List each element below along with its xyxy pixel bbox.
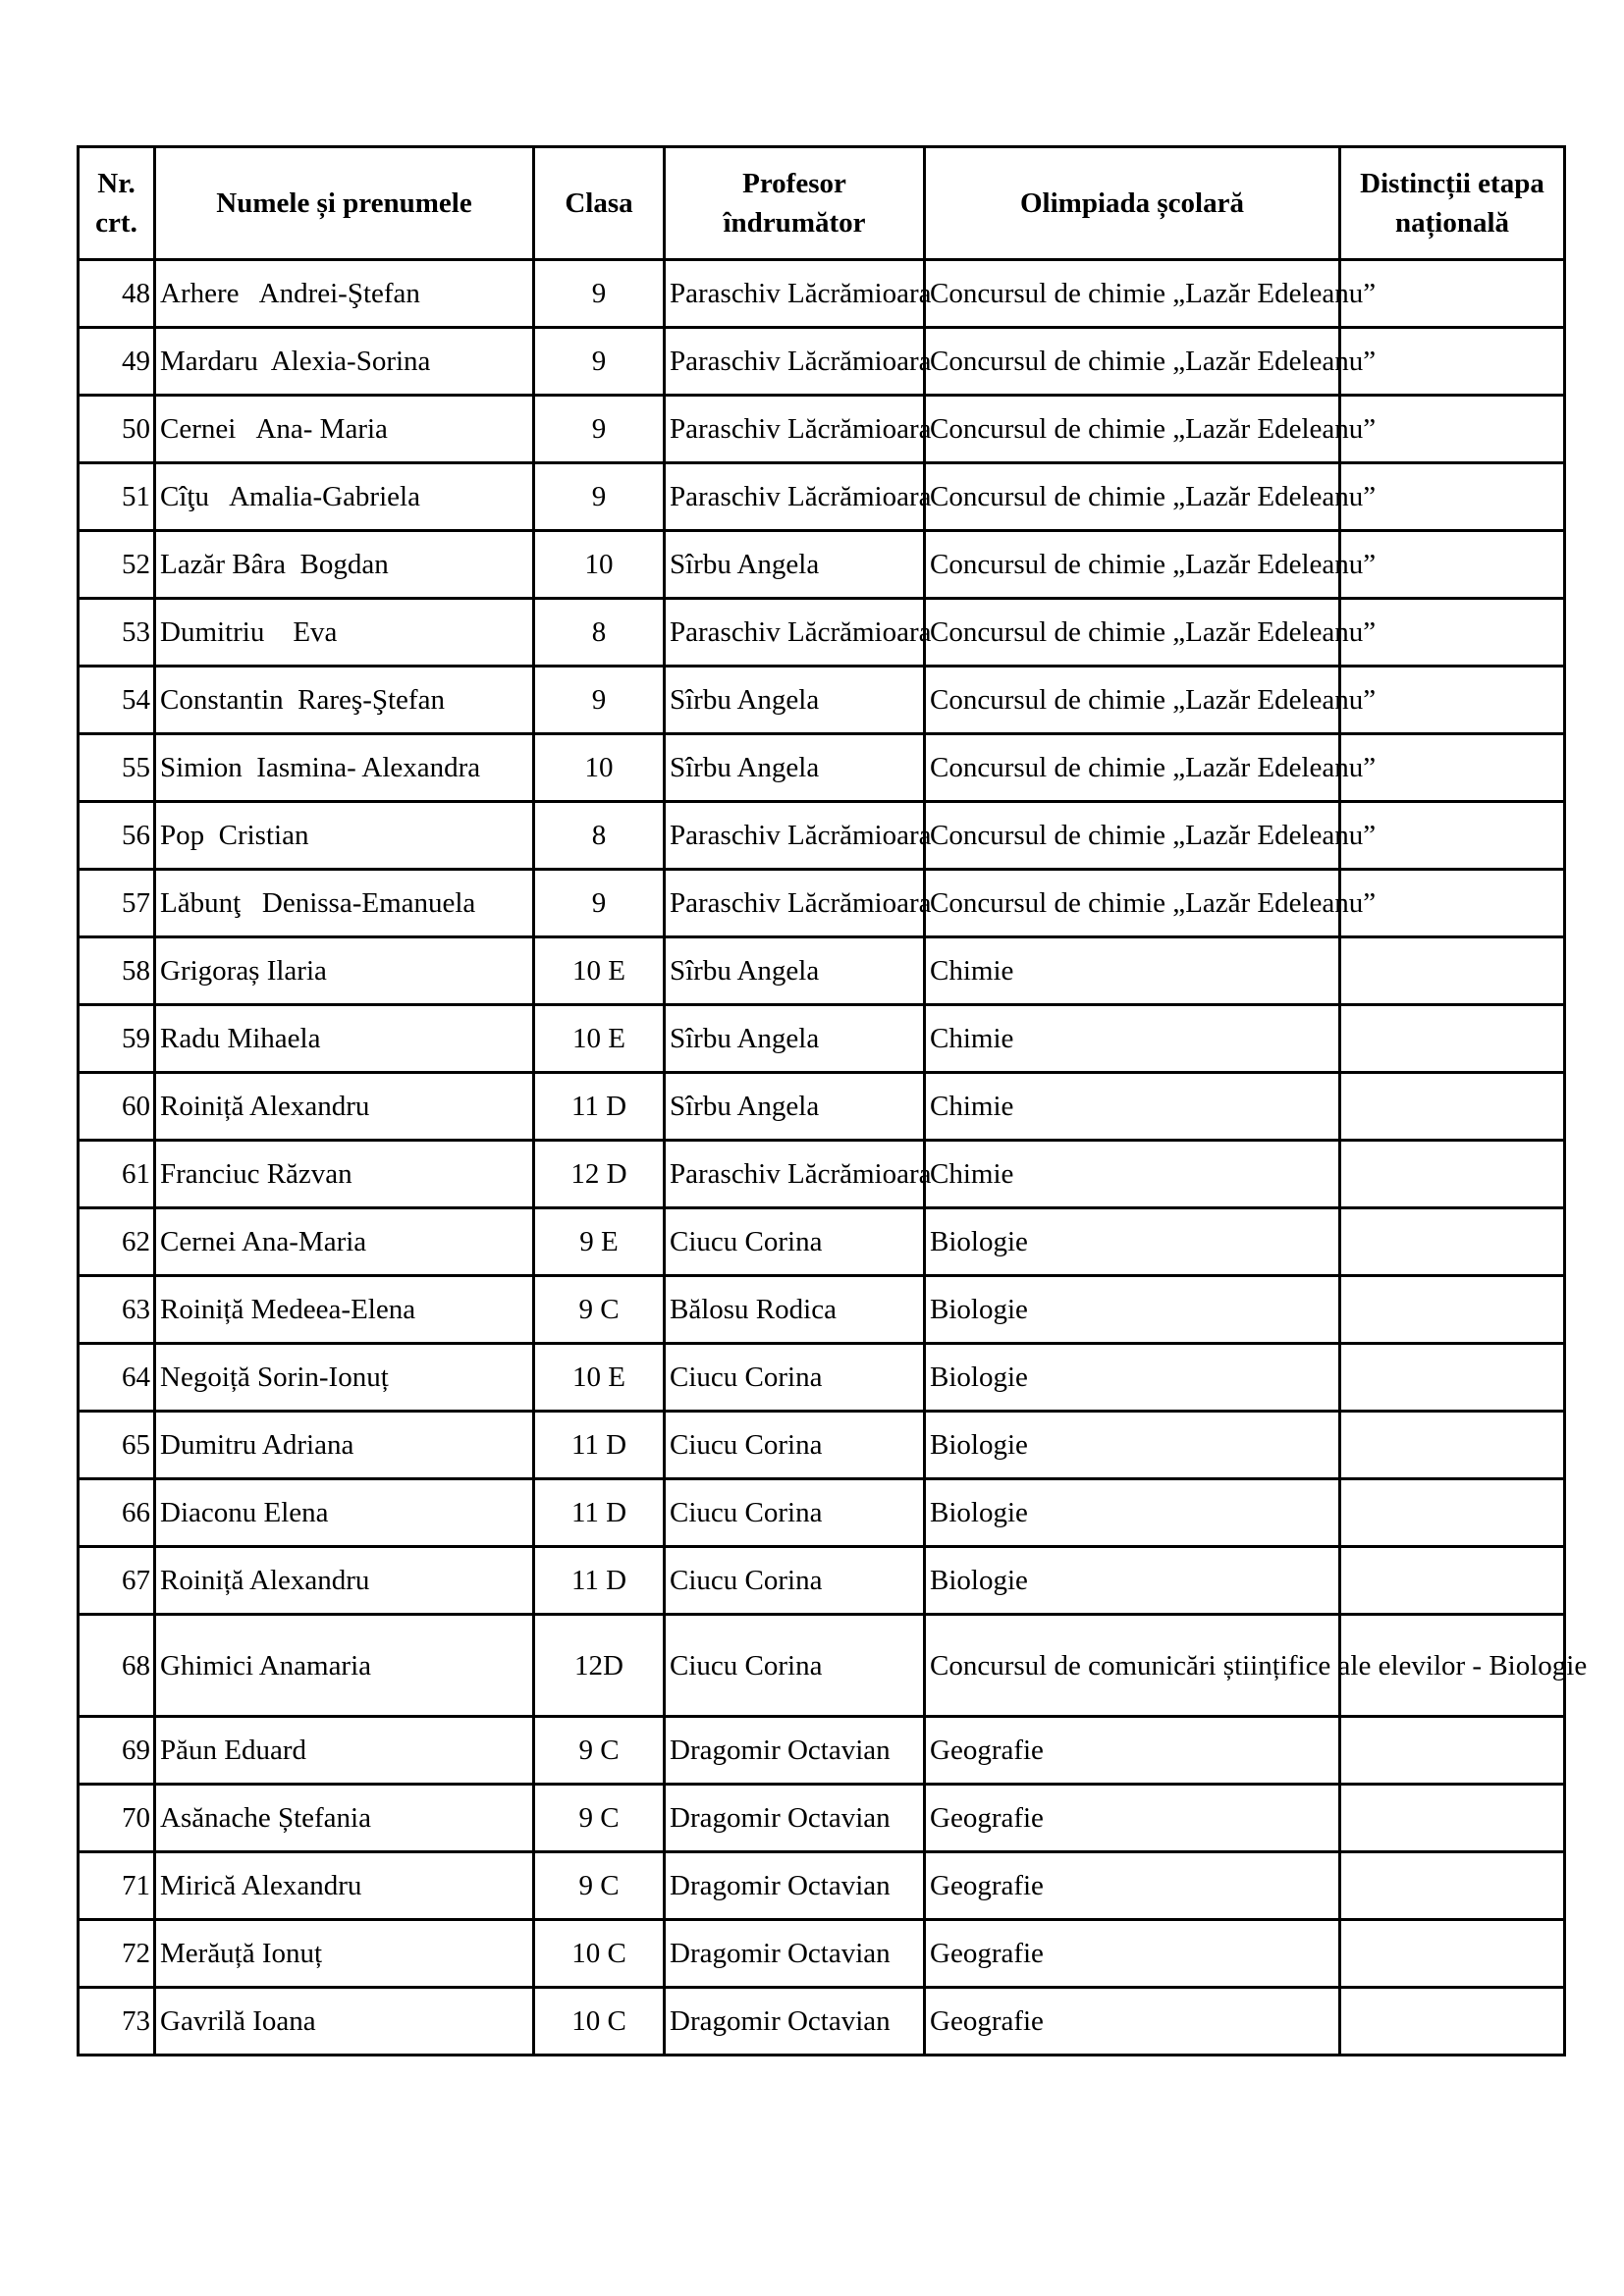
header-clasa: Clasa: [534, 147, 665, 260]
cell-nr: 60: [79, 1073, 155, 1141]
cell-clasa: 8: [534, 599, 665, 667]
cell-clasa: 11 D: [534, 1073, 665, 1141]
table-row: [79, 1785, 1565, 1852]
cell-nr: 67: [79, 1547, 155, 1615]
cell-clasa: 11 D: [534, 1547, 665, 1615]
cell-nr: 50: [79, 396, 155, 463]
cell-olimpiada: Biologie: [925, 1208, 1340, 1276]
header-profesor: Profesor îndrumător: [665, 147, 925, 260]
cell-profesor: Sîrbu Angela: [665, 531, 925, 599]
cell-nume: Franciuc Răzvan: [155, 1141, 534, 1208]
cell-clasa: 9 C: [534, 1717, 665, 1785]
header-row: [79, 147, 1565, 260]
table-row: [79, 1479, 1565, 1547]
cell-nume: Merăuță Ionuț: [155, 1920, 534, 1988]
cell-nume: Dumitru Adriana: [155, 1412, 534, 1479]
cell-olimpiada: Geografie: [925, 1785, 1340, 1852]
cell-nr: 71: [79, 1852, 155, 1920]
cell-distinctii: [1340, 1412, 1565, 1479]
cell-distinctii: [1340, 1141, 1565, 1208]
cell-olimpiada: Geografie: [925, 1988, 1340, 2056]
cell-distinctii: [1340, 1920, 1565, 1988]
table-row: [79, 667, 1565, 734]
cell-olimpiada: Concursul de chimie „Lazăr Edeleanu”: [925, 802, 1340, 870]
cell-profesor: Paraschiv Lăcrămioara: [665, 463, 925, 531]
cell-olimpiada: Chimie: [925, 937, 1340, 1005]
cell-olimpiada: Concursul de chimie „Lazăr Edeleanu”: [925, 531, 1340, 599]
table-row: [79, 396, 1565, 463]
cell-profesor: Paraschiv Lăcrămioara: [665, 260, 925, 328]
table-row: [79, 599, 1565, 667]
cell-profesor: Sîrbu Angela: [665, 1073, 925, 1141]
cell-nr: 72: [79, 1920, 155, 1988]
cell-nume: Negoiță Sorin-Ionuț: [155, 1344, 534, 1412]
cell-olimpiada: Geografie: [925, 1920, 1340, 1988]
cell-nume: Cernei Ana- Maria: [155, 396, 534, 463]
cell-nume: Cîţu Amalia-Gabriela: [155, 463, 534, 531]
cell-nr: 55: [79, 734, 155, 802]
cell-distinctii: [1340, 1988, 1565, 2056]
cell-clasa: 9 E: [534, 1208, 665, 1276]
cell-clasa: 9 C: [534, 1852, 665, 1920]
cell-olimpiada: Biologie: [925, 1276, 1340, 1344]
cell-nume: Mirică Alexandru: [155, 1852, 534, 1920]
cell-nr: 58: [79, 937, 155, 1005]
cell-olimpiada: Biologie: [925, 1344, 1340, 1412]
table-row: [79, 1344, 1565, 1412]
table-row: [79, 1988, 1565, 2056]
cell-nume: Constantin Rareş-Ştefan: [155, 667, 534, 734]
cell-clasa: 8: [534, 802, 665, 870]
cell-nume: Pop Cristian: [155, 802, 534, 870]
cell-distinctii: [1340, 1547, 1565, 1615]
cell-nume: Lăbunţ Denissa-Emanuela: [155, 870, 534, 937]
cell-nr: 54: [79, 667, 155, 734]
cell-nume: Păun Eduard: [155, 1717, 534, 1785]
cell-distinctii: [1340, 1276, 1565, 1344]
cell-profesor: Paraschiv Lăcrămioara: [665, 802, 925, 870]
cell-profesor: Sîrbu Angela: [665, 667, 925, 734]
cell-olimpiada: Concursul de chimie „Lazăr Edeleanu”: [925, 734, 1340, 802]
cell-clasa: 9: [534, 396, 665, 463]
cell-profesor: Paraschiv Lăcrămioara: [665, 396, 925, 463]
cell-olimpiada: Biologie: [925, 1412, 1340, 1479]
cell-nr: 51: [79, 463, 155, 531]
cell-nr: 65: [79, 1412, 155, 1479]
cell-nr: 56: [79, 802, 155, 870]
cell-clasa: 11 D: [534, 1479, 665, 1547]
cell-nume: Roiniță Alexandru: [155, 1547, 534, 1615]
cell-nr: 61: [79, 1141, 155, 1208]
cell-clasa: 10 C: [534, 1988, 665, 2056]
cell-olimpiada: Concursul de chimie „Lazăr Edeleanu”: [925, 870, 1340, 937]
cell-olimpiada: Biologie: [925, 1547, 1340, 1615]
cell-nr: 69: [79, 1717, 155, 1785]
cell-nr: 68: [79, 1615, 155, 1717]
cell-olimpiada: Concursul de chimie „Lazăr Edeleanu”: [925, 328, 1340, 396]
cell-clasa: 12 D: [534, 1141, 665, 1208]
table-body: [79, 260, 1588, 2056]
cell-nume: Roiniță Medeea-Elena: [155, 1276, 534, 1344]
cell-nume: Lazăr Bâra Bogdan: [155, 531, 534, 599]
cell-profesor: Paraschiv Lăcrămioara: [665, 599, 925, 667]
table-row: [79, 463, 1565, 531]
table-row: [79, 1005, 1565, 1073]
cell-nr: 64: [79, 1344, 155, 1412]
table-row: [79, 1717, 1565, 1785]
cell-distinctii: [1340, 1208, 1565, 1276]
cell-profesor: Dragomir Octavian: [665, 1785, 925, 1852]
cell-nume: Radu Mihaela: [155, 1005, 534, 1073]
cell-olimpiada: Concursul de chimie „Lazăr Edeleanu”: [925, 396, 1340, 463]
cell-nume: Diaconu Elena: [155, 1479, 534, 1547]
cell-nr: 73: [79, 1988, 155, 2056]
cell-olimpiada: Concursul de chimie „Lazăr Edeleanu”: [925, 599, 1340, 667]
cell-nr: 62: [79, 1208, 155, 1276]
cell-distinctii: [1340, 1852, 1565, 1920]
cell-nume: Asănache Ștefania: [155, 1785, 534, 1852]
cell-distinctii: [1340, 1479, 1565, 1547]
header-olimpiada: Olimpiada școlară: [925, 147, 1340, 260]
cell-clasa: 10 E: [534, 1005, 665, 1073]
table-row: [79, 1920, 1565, 1988]
cell-clasa: 9 C: [534, 1785, 665, 1852]
cell-clasa: 10 E: [534, 937, 665, 1005]
cell-nume: Dumitriu Eva: [155, 599, 534, 667]
cell-nr: 53: [79, 599, 155, 667]
header-nr: Nr. crt.: [79, 147, 155, 260]
table-row: [79, 1615, 1565, 1717]
table-row: [79, 1276, 1565, 1344]
cell-nume: Cernei Ana-Maria: [155, 1208, 534, 1276]
cell-profesor: Ciucu Corina: [665, 1412, 925, 1479]
cell-nr: 70: [79, 1785, 155, 1852]
cell-nume: Arhere Andrei-Ştefan: [155, 260, 534, 328]
cell-clasa: 10 E: [534, 1344, 665, 1412]
cell-olimpiada: Geografie: [925, 1852, 1340, 1920]
cell-olimpiada: Chimie: [925, 1073, 1340, 1141]
cell-profesor: Ciucu Corina: [665, 1547, 925, 1615]
cell-profesor: Paraschiv Lăcrămioara: [665, 870, 925, 937]
header-nume: Numele și prenumele: [155, 147, 534, 260]
table-row: [79, 328, 1565, 396]
cell-profesor: Ciucu Corina: [665, 1479, 925, 1547]
table-row: [79, 870, 1565, 937]
table-row: [79, 1208, 1565, 1276]
results-table: [77, 145, 1588, 2056]
table-row: [79, 260, 1565, 328]
cell-clasa: 9: [534, 328, 665, 396]
cell-distinctii: [1340, 1717, 1565, 1785]
cell-clasa: 10: [534, 531, 665, 599]
cell-profesor: Paraschiv Lăcrămioara: [665, 328, 925, 396]
cell-olimpiada: Concursul de comunicări științifice ale elevilor - Biologie: [925, 1615, 1340, 1717]
cell-clasa: 11 D: [534, 1412, 665, 1479]
cell-nume: Gavrilă Ioana: [155, 1988, 534, 2056]
cell-clasa: 9 C: [534, 1276, 665, 1344]
table-row: [79, 1547, 1565, 1615]
table-row: [79, 1141, 1565, 1208]
cell-nr: 57: [79, 870, 155, 937]
cell-olimpiada: Geografie: [925, 1717, 1340, 1785]
cell-nr: 59: [79, 1005, 155, 1073]
cell-profesor: Sîrbu Angela: [665, 734, 925, 802]
cell-clasa: 9: [534, 260, 665, 328]
cell-clasa: 9: [534, 870, 665, 937]
cell-olimpiada: Concursul de chimie „Lazăr Edeleanu”: [925, 260, 1340, 328]
cell-nume: Grigoraș Ilaria: [155, 937, 534, 1005]
cell-distinctii: [1340, 1785, 1565, 1852]
cell-olimpiada: Concursul de chimie „Lazăr Edeleanu”: [925, 463, 1340, 531]
cell-nr: 66: [79, 1479, 155, 1547]
cell-clasa: 9: [534, 667, 665, 734]
cell-distinctii: [1340, 1344, 1565, 1412]
cell-profesor: Dragomir Octavian: [665, 1988, 925, 2056]
table-row: [79, 1073, 1565, 1141]
table-row: [79, 937, 1565, 1005]
table-row: [79, 531, 1565, 599]
table-row: [79, 1852, 1565, 1920]
cell-profesor: Ciucu Corina: [665, 1208, 925, 1276]
cell-olimpiada: Chimie: [925, 1141, 1340, 1208]
cell-nr: 63: [79, 1276, 155, 1344]
cell-profesor: Bălosu Rodica: [665, 1276, 925, 1344]
cell-clasa: 10 C: [534, 1920, 665, 1988]
cell-distinctii: [1340, 1073, 1565, 1141]
cell-profesor: Paraschiv Lăcrămioara: [665, 1141, 925, 1208]
cell-distinctii: [1340, 1005, 1565, 1073]
cell-nr: 49: [79, 328, 155, 396]
cell-profesor: Sîrbu Angela: [665, 937, 925, 1005]
table-row: [79, 1412, 1565, 1479]
cell-olimpiada: Concursul de chimie „Lazăr Edeleanu”: [925, 667, 1340, 734]
cell-clasa: 10: [534, 734, 665, 802]
cell-nume: Ghimici Anamaria: [155, 1615, 534, 1717]
cell-clasa: 12D: [534, 1615, 665, 1717]
cell-nr: 52: [79, 531, 155, 599]
cell-profesor: Dragomir Octavian: [665, 1920, 925, 1988]
cell-nume: Simion Iasmina- Alexandra: [155, 734, 534, 802]
cell-olimpiada: Biologie: [925, 1479, 1340, 1547]
cell-nume: Roiniță Alexandru: [155, 1073, 534, 1141]
cell-profesor: Ciucu Corina: [665, 1615, 925, 1717]
cell-nume: Mardaru Alexia-Sorina: [155, 328, 534, 396]
table-row: [79, 734, 1565, 802]
cell-profesor: Dragomir Octavian: [665, 1852, 925, 1920]
cell-profesor: Sîrbu Angela: [665, 1005, 925, 1073]
cell-nr: 48: [79, 260, 155, 328]
cell-distinctii: [1340, 937, 1565, 1005]
header-distinctii: Distincții etapa națională: [1340, 147, 1565, 260]
cell-olimpiada: Chimie: [925, 1005, 1340, 1073]
cell-profesor: Ciucu Corina: [665, 1344, 925, 1412]
table-row: [79, 802, 1565, 870]
cell-clasa: 9: [534, 463, 665, 531]
cell-profesor: Dragomir Octavian: [665, 1717, 925, 1785]
